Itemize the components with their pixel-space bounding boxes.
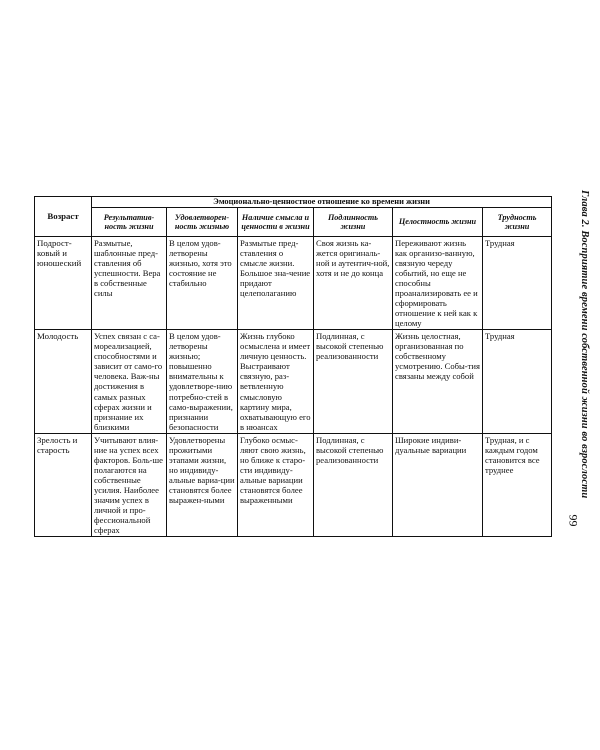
table-row bbox=[35, 236, 552, 329]
life-time-attitude-table-container bbox=[34, 196, 551, 536]
column-header-meaning: Наличие смысла и ценности в жизни bbox=[238, 207, 314, 236]
running-head-margin bbox=[572, 190, 596, 520]
table-cell: Своя жизнь ка-жется оригиналь-ной и аутентич-ной, хотя и не до конца bbox=[314, 236, 393, 329]
table-cell: Глубоко осмыс-ляют свою жизнь, но ближе к старо-сти индивиду-альные вариации становятся более выраженными bbox=[238, 433, 314, 536]
age-column-header: Возраст bbox=[35, 197, 92, 237]
table-cell: В целом удов-летворены жизнью; повышенно внимательны к удовлетворе-нию потребно-стей в само-выражении, признании безопасности bbox=[167, 330, 238, 433]
table-cell: Подлинная, с высокой степенью реализованности bbox=[314, 330, 393, 433]
table-cell: Размытые, шаблонные пред-ставления об успешности. Вера в собственные силы bbox=[92, 236, 167, 329]
table-cell: Трудная bbox=[483, 330, 552, 433]
table-cell: Размытые пред-ставления о смысле жизни. Большое зна-чение придают целеполаганию bbox=[238, 236, 314, 329]
table-cell: Широкие индиви-дуальные вариации bbox=[393, 433, 483, 536]
table-cell: Удовлетворены прожитыми этапами жизни, но индивиду-альные вариа-ции становятся более выражен-ными bbox=[167, 433, 238, 536]
column-header-integrity: Целостность жизни bbox=[393, 207, 483, 236]
row-age-label: Зрелость и старость bbox=[35, 433, 92, 536]
life-time-attitude-table bbox=[34, 196, 552, 537]
table-cell: Подлинная, с высокой степенью реализованности bbox=[314, 433, 393, 536]
row-age-label: Молодость bbox=[35, 330, 92, 433]
table-cell: Жизнь глубоко осмыслена и имеет личную ценность. Выстраивают связную, раз-ветвленную смысловую картину мира, охватывающую его в нюансах bbox=[238, 330, 314, 433]
table-cell: Жизнь целостная, организованная по собственному усмотрению. Собы-тия связаны между собой bbox=[393, 330, 483, 433]
row-age-label: Подрост-ковый и юношеский bbox=[35, 236, 92, 329]
running-head: Глава 2. Восприятие времени собственной жизни во взрослости bbox=[579, 190, 590, 499]
group-header: Эмоционально-ценностное отношение ко времени жизни bbox=[92, 197, 552, 208]
column-header-difficulty: Трудность жизни bbox=[483, 207, 552, 236]
table-cell: В целом удов-летворены жизнью, хотя это состояние не стабильно bbox=[167, 236, 238, 329]
table-cell: Трудная bbox=[483, 236, 552, 329]
table-cell: Успех связан с са-мореализацией, способностями и зависит от само-го человека. Важ-ны достижения в самых разных сферах жизни и признание их близкими bbox=[92, 330, 167, 433]
table-row bbox=[35, 330, 552, 433]
table-cell: Трудная, и с каждым годом становится все труднее bbox=[483, 433, 552, 536]
column-header-satisfaction: Удовлетворен-ность жизнью bbox=[167, 207, 238, 236]
table-cell: Учитывают влия-ние на успех всех факторов. Боль-ше полагаются на собственные усилия. Наиболее значим успех в личной и про-фессиональной сферах bbox=[92, 433, 167, 536]
column-header-effectiveness: Результатив-ность жизни bbox=[92, 207, 167, 236]
page-number: 99 bbox=[566, 514, 581, 527]
table-cell: Переживают жизнь как организо-ванную, связную череду событий, но еще не способны проанализировать ее и сформировать отношение к ней как к целому bbox=[393, 236, 483, 329]
table-row bbox=[35, 433, 552, 536]
column-header-authenticity: Подлинность жизни bbox=[314, 207, 393, 236]
